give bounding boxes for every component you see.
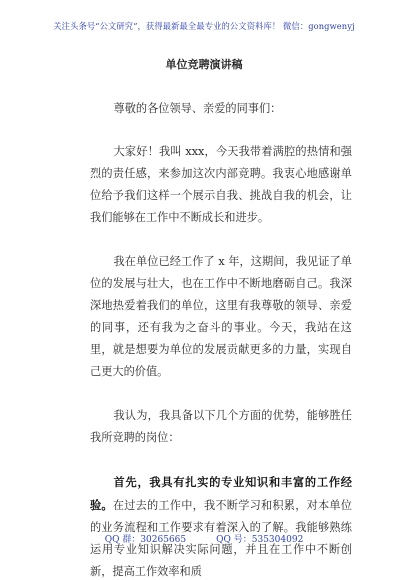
- footer-qq-number: QQ 号：535304092: [216, 535, 304, 545]
- experience-paragraph: 我在单位已经工作了 x 年，这期间，我见证了单位的发展与壮大，也在工作中不断地磨砺自己。我深深地热爱着我们的单位，这里有我尊敬的领导、亲爱的同事，还有我为之奋斗的事业。今天，我站在这里，就是想要为单位的发展贡献更多的力量，实现自己更大的价值。: [90, 255, 352, 378]
- footer-contact: [0, 532, 408, 545]
- first-advantage-lead: 首先，我具有扎实的专业知识和丰富的工作经验。: [90, 475, 352, 512]
- document-title: 单位竞聘演讲稿: [165, 58, 243, 71]
- header-promo-note: 关注头条号“公文研究”，获得最新最全最专业的公文资料库！ 微信：gongwenyj: [53, 21, 355, 31]
- first-advantage-paragraph: [90, 471, 352, 580]
- footer-qq-group: QQ 群：30265665: [104, 535, 187, 545]
- advantages-intro-paragraph: 我认为，我具备以下几个方面的优势，能够胜任我所竞聘的岗位：: [90, 409, 352, 444]
- intro-paragraph: 大家好！我叫 xxx，今天我带着满腔的热情和强烈的责任感，来参加这次内部竞聘。我衷心地感谢单位给予我们这样一个展示自我、挑战自我的机会，让我们能够在工作中不断成长和进步。: [90, 145, 352, 224]
- salutation-paragraph: 尊敬的各位领导、亲爱的同事们：: [113, 102, 282, 115]
- first-advantage-text: 在过去的工作中，我不断学习和积累，对本单位的业务流程和工作要求有着深入的了解。我能够熟练运用专业知识解决实际问题，并且在工作中不断创新，提高工作效率和质: [90, 499, 352, 578]
- document-body: [90, 98, 352, 580]
